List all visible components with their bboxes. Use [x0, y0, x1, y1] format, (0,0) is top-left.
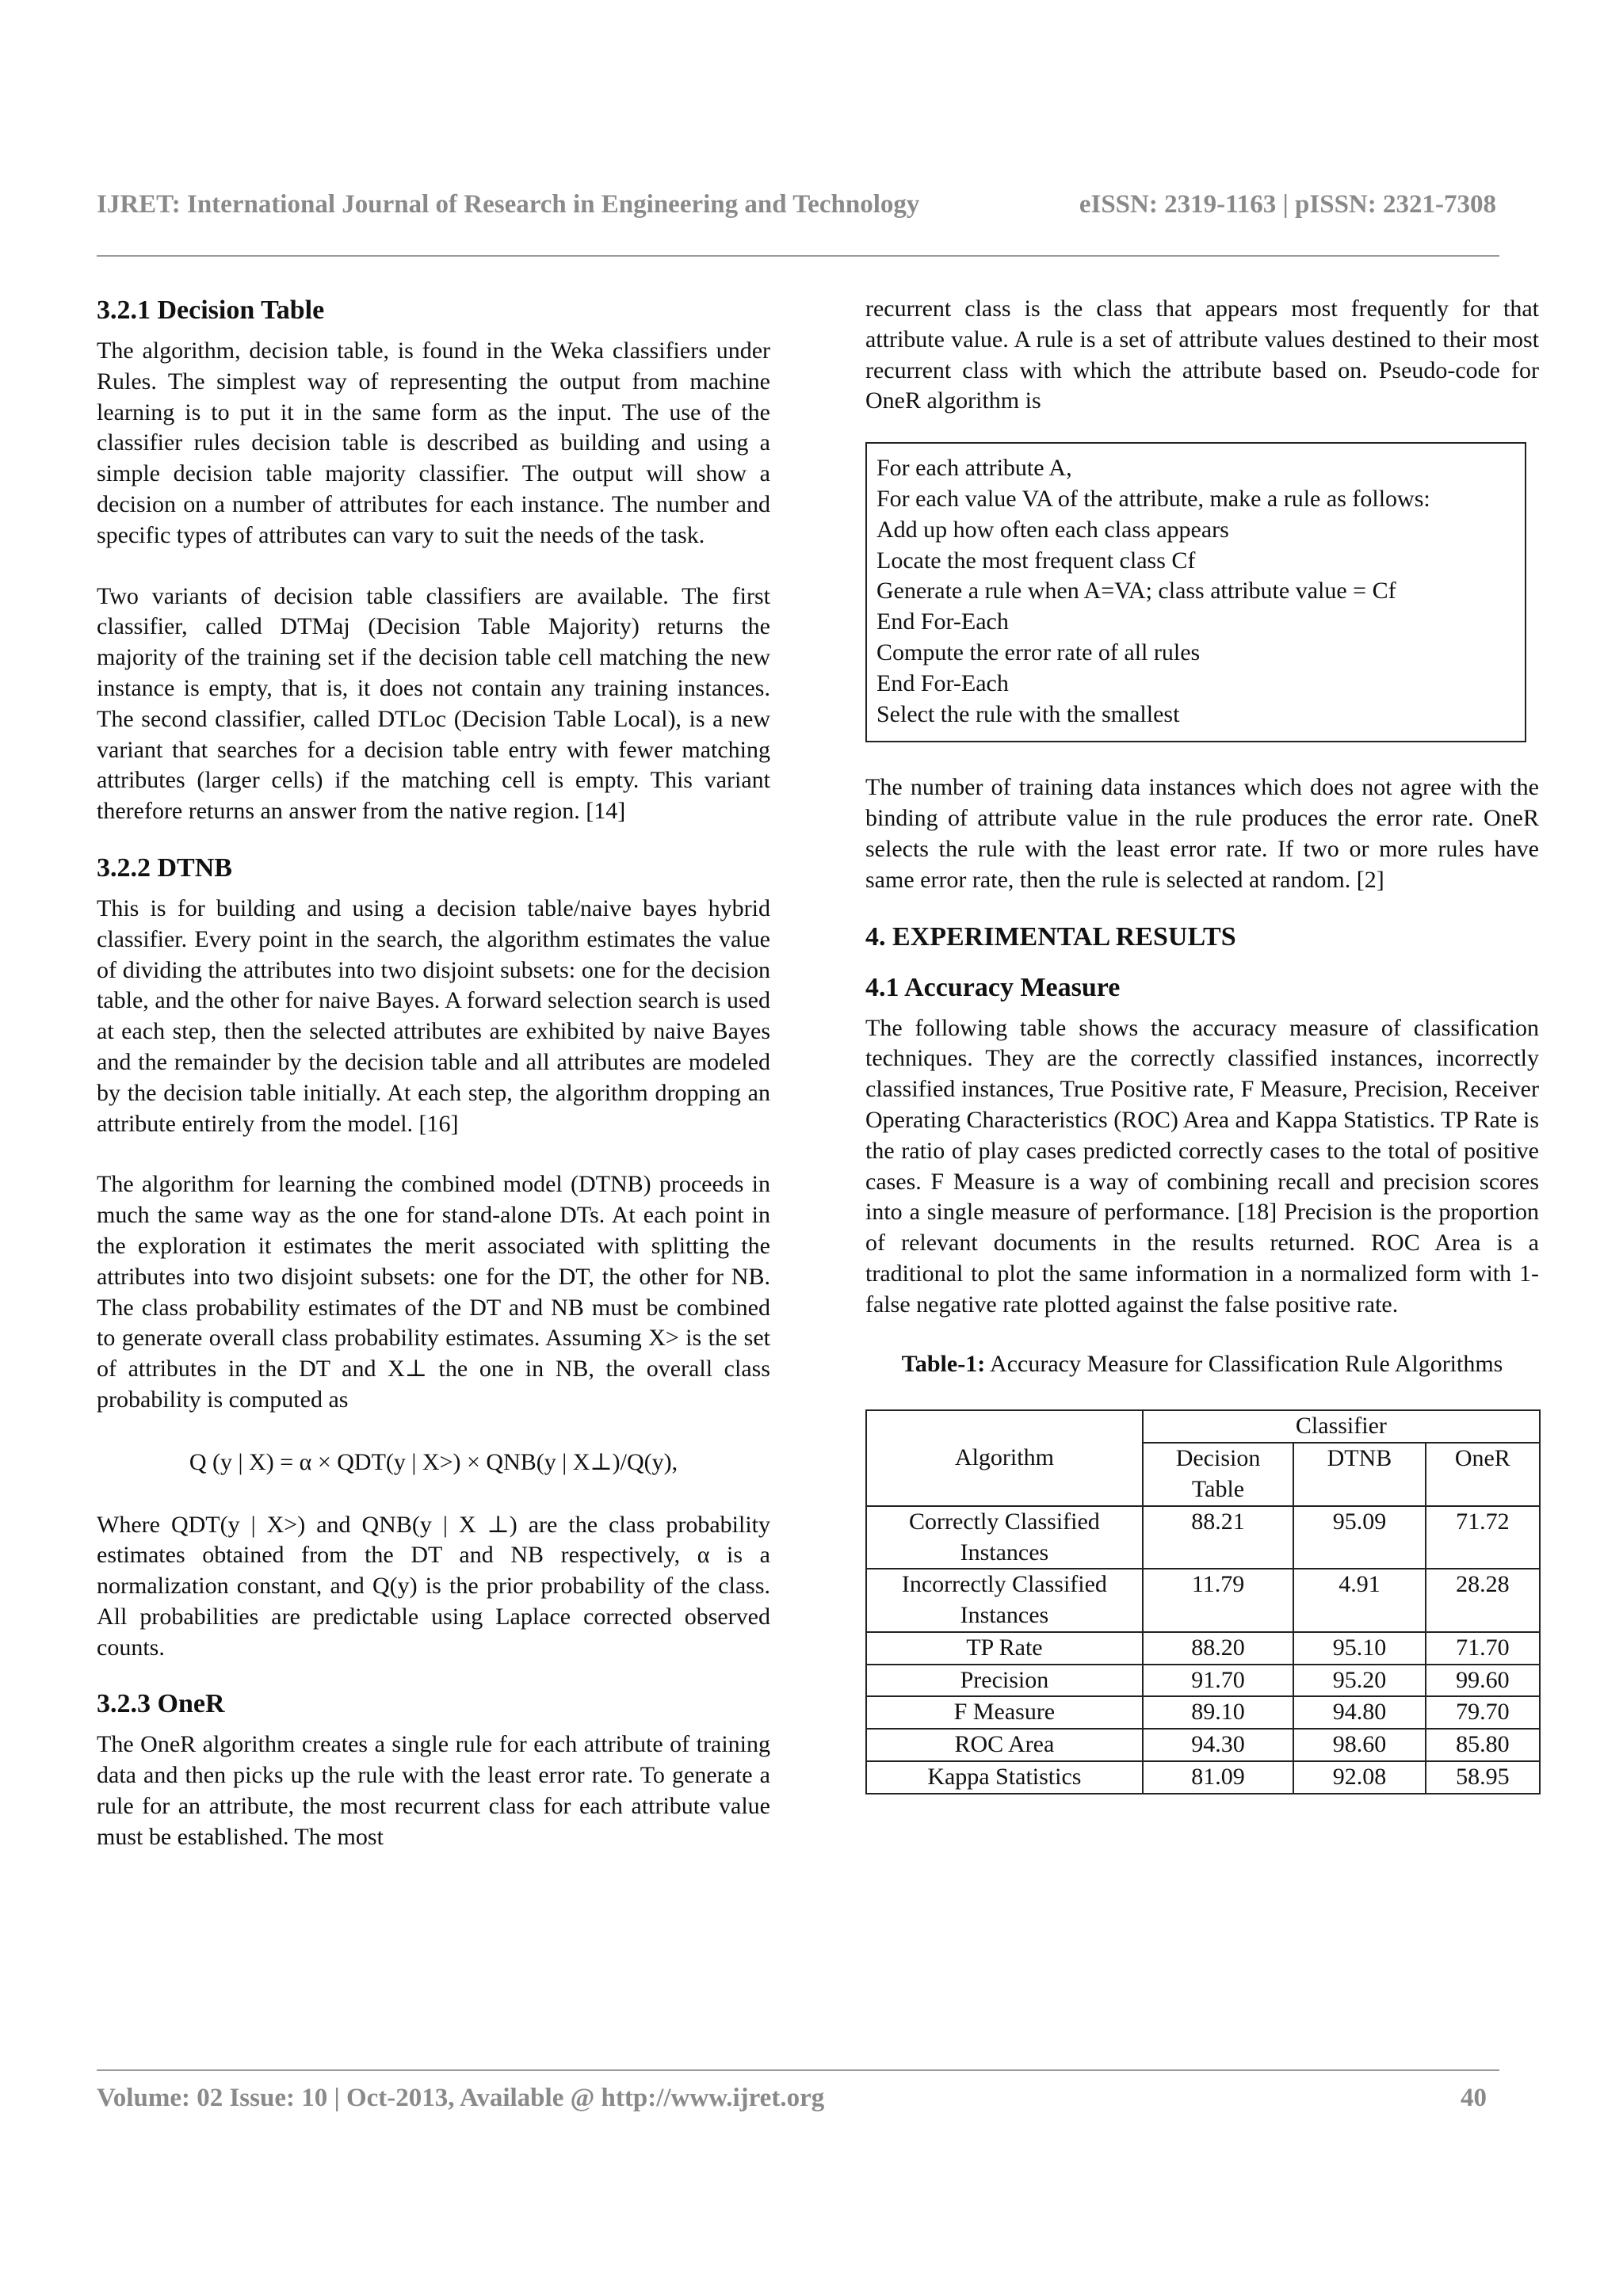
column-header: Decision Table	[1143, 1443, 1293, 1506]
header-rule	[97, 255, 1499, 257]
algorithm-header: Algorithm	[866, 1410, 1143, 1505]
row-label: F Measure	[866, 1696, 1143, 1729]
footer-rule	[97, 2069, 1499, 2071]
pseudo-line: Compute the error rate of all rules	[876, 639, 1201, 666]
row-label: Incorrectly Classified Instances	[866, 1569, 1143, 1632]
row-label: TP Rate	[866, 1632, 1143, 1665]
table-cell: 28.28	[1426, 1569, 1540, 1632]
left-column	[97, 293, 770, 1853]
section-3-2-1-heading: 3.2.1 Decision Table	[97, 296, 325, 325]
table-cell: 95.20	[1293, 1665, 1425, 1697]
table-cell: 88.20	[1143, 1632, 1293, 1665]
pseudo-line: Locate the most frequent class Cf	[876, 547, 1196, 574]
paragraph: Two variants of decision table classifiers are available. The first classifier, called DTMaj (Decision Table Majority) returns the majority of the training set if the decision table cell matching the new instance is empty, that is, it does not contain any training instances. The second classifier, called DTLoc (Decision Table Local), is a new variant that searches for a decision table entry with fewer matching attributes (larger cells) if the matching cell is empty. This variant therefore returns an answer from the native region. [14]	[97, 582, 770, 825]
table-cell: 58.95	[1426, 1761, 1540, 1794]
row-label: ROC Area	[866, 1729, 1143, 1761]
table-cell: 95.10	[1293, 1632, 1425, 1665]
pseudo-line: For each value VA of the attribute, make a rule as follows:	[876, 485, 1430, 512]
pseudo-line: End For-Each	[876, 608, 1009, 635]
row-label: Correctly Classified Instances	[866, 1506, 1143, 1569]
pseudo-code-box	[865, 442, 1526, 742]
table-row	[866, 1665, 1540, 1697]
table-caption-label: Table-1:	[901, 1350, 986, 1377]
section-4-1-heading: 4.1 Accuracy Measure	[865, 972, 1121, 1002]
table-row	[866, 1761, 1540, 1794]
right-column	[865, 294, 1539, 1794]
paragraph: Where QDT(y | X>) and QNB(y | X ⊥) are the class probability estimates obtained from the DT and NB respectively, α is a normalization constant, and Q(y) is the prior probability of the class. All probabilities are predictable using Laplace corrected observed counts.	[97, 1511, 770, 1661]
table-cell: 94.80	[1293, 1696, 1425, 1729]
column-header: DTNB	[1293, 1443, 1425, 1506]
table-cell: 4.91	[1293, 1569, 1425, 1632]
column-header: OneR	[1426, 1443, 1540, 1506]
pseudo-line: End For-Each	[876, 669, 1009, 696]
table-row	[866, 1506, 1540, 1569]
probability-formula: Q (y | X) = α × QDT(y | X>) × QNB(y | X⊥)/Q(y),	[189, 1448, 678, 1475]
paragraph: The OneR algorithm creates a single rule for each attribute of training data and then picks up the rule with the least error rate. To generate a rule for an attribute, the most recurrent class for each attribute value must be established. The most	[97, 1731, 770, 1850]
table-row	[866, 1729, 1540, 1761]
table-row	[866, 1632, 1540, 1665]
issn-info: eISSN: 2319-1163 | pISSN: 2321-7308	[1079, 190, 1496, 219]
table-cell: 11.79	[1143, 1569, 1293, 1632]
table-row	[866, 1696, 1540, 1729]
table-cell: 71.72	[1426, 1506, 1540, 1569]
classifier-group-header: Classifier	[1143, 1410, 1540, 1443]
row-label: Precision	[866, 1665, 1143, 1697]
accuracy-table	[865, 1409, 1541, 1794]
pseudo-line: For each attribute A,	[876, 455, 1072, 482]
table-caption	[897, 1349, 1507, 1380]
table-caption-text: Accuracy Measure for Classification Rule Algorithms	[985, 1350, 1503, 1377]
pseudo-line: Generate a rule when A=VA; class attribute value = Cf	[876, 578, 1396, 605]
table-cell: 91.70	[1143, 1665, 1293, 1697]
table-cell: 95.09	[1293, 1506, 1425, 1569]
section-3-2-2-heading: 3.2.2 DTNB	[97, 852, 232, 883]
journal-title: IJRET: International Journal of Research in Engineering and Technology	[97, 190, 920, 219]
table-cell: 79.70	[1426, 1696, 1540, 1729]
pseudo-line: Add up how often each class appears	[876, 516, 1229, 543]
table-cell: 71.70	[1426, 1632, 1540, 1665]
page-number: 40	[1461, 2084, 1487, 2112]
table-cell: 94.30	[1143, 1729, 1293, 1761]
section-3-2-3-heading: 3.2.3 OneR	[97, 1689, 225, 1719]
paragraph: The algorithm, decision table, is found in the Weka classifiers under Rules. The simplest way of representing the output from machine learning is to put it in the same form as the input. The use of the classifier rules decision table is described as building and using a simple decision table majority classifier. The output will show a decision on a number of attributes for each instance. The number and specific types of attributes can vary to suit the needs of the task.	[97, 338, 770, 548]
pseudo-line: Select the rule with the smallest	[876, 700, 1180, 727]
table-row	[866, 1569, 1540, 1632]
table-cell: 92.08	[1293, 1761, 1425, 1794]
paragraph: recurrent class is the class that appears most frequently for that attribute value. A rule is a set of attribute values destined to their most recurrent class with which the attribute based on. Pseudo-code for OneR algorithm is	[865, 296, 1539, 414]
row-label: Kappa Statistics	[866, 1761, 1143, 1794]
volume-info: Volume: 02 Issue: 10 | Oct-2013, Available @ http://www.ijret.org	[97, 2084, 825, 2112]
table-cell: 88.21	[1143, 1506, 1293, 1569]
paragraph: The algorithm for learning the combined model (DTNB) proceeds in much the same way as the one for stand-alone DTs. At each point in the exploration it estimates the merit associated with splitting the attributes into two disjoint subsets: one for the DT, the other for NB. The class probability estimates of the DT and NB must be combined to generate overall class probability estimates. Assuming X> is the set of attributes in the DT and X⊥ the one in NB, the overall class probability is computed as	[97, 1171, 770, 1413]
table-cell: 98.60	[1293, 1729, 1425, 1761]
paragraph: The following table shows the accuracy measure of classification techniques. They are the correctly classified instances, incorrectly classified instances, True Positive rate, F Measure, Precision, Receiver Operating Characteristics (ROC) Area and Kappa Statistics. TP Rate is the ratio of play cases predicted correctly cases to the total of positive cases. F Measure is a way of combining recall and precision scores into a single measure of performance. [18] Precision is the proportion of relevant documents in the results returned. ROC Area is a traditional to plot the same information in a normalized form with 1-false negative rate plotted against the false positive rate.	[865, 1014, 1539, 1318]
section-4-heading: 4. EXPERIMENTAL RESULTS	[865, 921, 1236, 952]
paragraph: The number of training data instances which does not agree with the binding of attribute value in the rule produces the error rate. OneR selects the rule with the least error rate. If two or more rules have same error rate, then the rule is selected at random. [2]	[865, 774, 1539, 893]
table-cell: 99.60	[1426, 1665, 1540, 1697]
table-cell: 89.10	[1143, 1696, 1293, 1729]
paragraph: This is for building and using a decision table/naive bayes hybrid classifier. Every point in the search, the algorithm estimates the value of dividing the attributes into two disjoint subsets: one for the decision table, and the other for naive Bayes. A forward selection search is used at each step, then the selected attributes are exhibited by naive Bayes and the remainder by the decision table and all attributes are modeled by the decision table initially. At each step, the algorithm dropping an attribute entirely from the model. [16]	[97, 894, 770, 1137]
table-cell: 81.09	[1143, 1761, 1293, 1794]
table-cell: 85.80	[1426, 1729, 1540, 1761]
